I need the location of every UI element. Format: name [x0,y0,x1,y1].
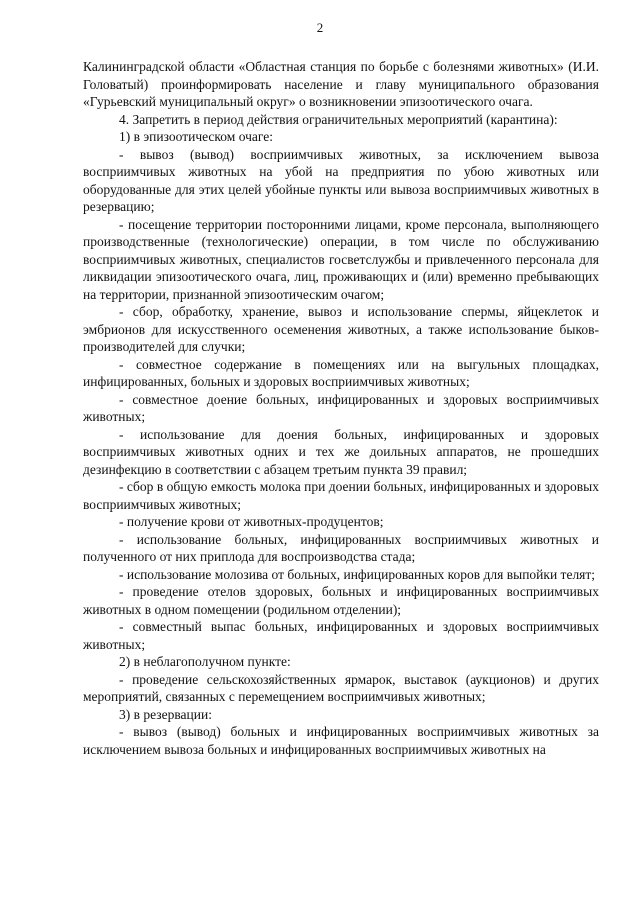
paragraph-bullet: - использование больных, инфицированных восприимчивых животных и полученного от них приплода для воспроизводства стада; [83,531,599,564]
paragraph-bullet: - получение крови от животных-продуцентов; [119,514,384,529]
document-body [83,58,599,758]
paragraph-bullet: - посещение территории посторонними лицами, кроме персонала, выполняющего производственные (технологические) операции, в том числе по обслуживанию восприимчивых животных, специалистов госветслужбы и привлеченного персонала для ликвидации эпизоотического очага, лиц, проживающих и (или) временно пребывающих на территории, признанной эпизоотическим очагом; [83,216,599,302]
paragraph-subitem-1: 1) в эпизоотическом очаге: [119,129,273,144]
page-number: 2 [316,20,324,35]
paragraph-bullet: - совместный выпас больных, инфицированных и здоровых восприимчивых животных; [83,619,599,652]
paragraph-item-4: 4. Запретить в период действия ограничительных мероприятий (карантина): [119,111,558,127]
paragraph-bullet: - сбор в общую емкость молока при доении больных, инфицированных и здоровых восприимчивых животных; [83,479,599,512]
paragraph-bullet: - вывоз (вывод) восприимчивых животных, за исключением вывоза восприимчивых животных на убой на предприятия по убою животных или оборудованные для этих целей убойные пункты или вывоза восприимчивых животных в резервацию; [83,146,599,214]
paragraph-bullet: - совместное содержание в помещениях или на выгульных площадках, инфицированных, больных и здоровых восприимчивых животных; [83,356,599,389]
paragraph-intro: Калининградской области «Областная станция по борьбе с болезнями животных» (И.И. Головатый) проинформировать население и главу муниципального образования «Гурьевский муниципальный округ» о возникновении эпизоотического очага. [83,59,599,109]
paragraph-bullet: - вывоз (вывод) больных и инфицированных восприимчивых животных за исключением вывоза больных и инфицированных восприимчивых животных на [83,724,599,757]
paragraph-bullet: - совместное доение больных, инфицированных и здоровых восприимчивых животных; [83,391,599,424]
paragraph-bullet: - проведение сельскохозяйственных ярмарок, выставок (аукционов) и других мероприятий, связанных с перемещением восприимчивых животных; [83,671,599,704]
paragraph-subitem-2: 2) в неблагополучном пункте: [119,654,291,669]
paragraph-bullet: - использование молозива от больных, инфицированных коров для выпойки телят; [119,566,596,582]
paragraph-subitem-3: 3) в резервации: [119,706,212,722]
paragraph-bullet: - использование для доения больных, инфицированных и здоровых восприимчивых животных одних и тех же доильных аппаратов, не прошедших дезинфекцию в соответствии с абзацем третьим пункта 39 правил; [83,426,599,477]
paragraph-bullet: - проведение отелов здоровых, больных и инфицированных восприимчивых животных в одном помещении (родильном отделении); [83,584,599,617]
paragraph-bullet: - сбор, обработку, хранение, вывоз и использование спермы, яйцеклеток и эмбрионов для искусственного осеменения животных, а также использование быков-производителей для случки; [83,304,599,354]
